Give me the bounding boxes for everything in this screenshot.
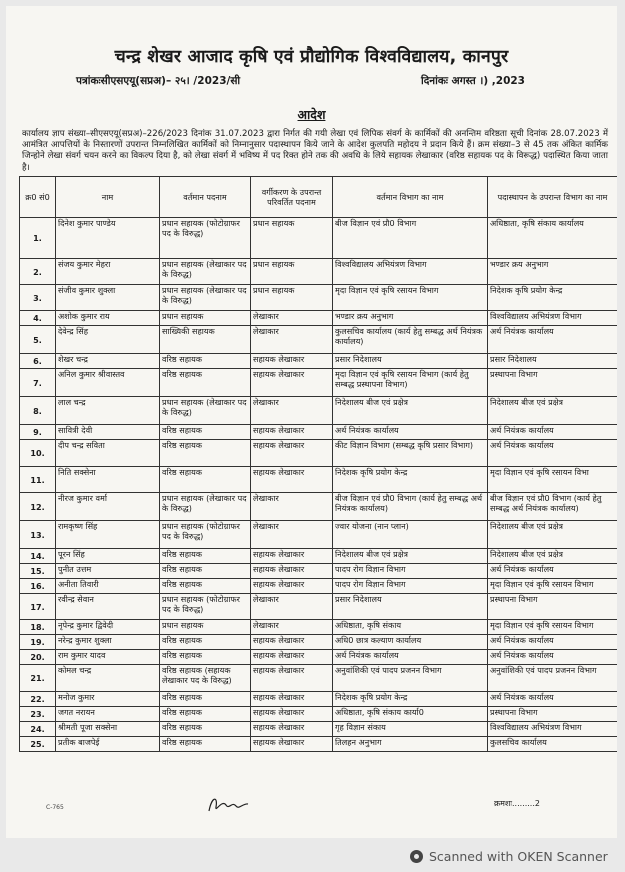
cell-current-department: कीट विज्ञान विभाग (सम्बद्ध कृषि प्रसार विभाग) xyxy=(333,440,488,467)
cell-serial: 19. xyxy=(20,635,56,650)
table-row xyxy=(20,650,618,665)
cell-current-designation: वरिष्ठ सहायक (सहायक लेखाकार पद के विरुद्ध) xyxy=(160,665,251,692)
cell-posted-department: अर्थ नियंत्रक कार्यालय xyxy=(488,635,618,650)
cell-posted-department: अर्थ नियंत्रक कार्यालय xyxy=(488,692,618,707)
cell-serial: 8. xyxy=(20,397,56,425)
table-row xyxy=(20,285,618,311)
cell-current-department: निदेशालय बीज एवं प्रक्षेत्र xyxy=(333,549,488,564)
cell-current-designation: वरिष्ठ सहायक xyxy=(160,549,251,564)
cell-current-designation: वरिष्ठ सहायक xyxy=(160,354,251,369)
cell-changed-designation: सहायक लेखाकार xyxy=(251,467,333,493)
cell-changed-designation: लेखाकार xyxy=(251,620,333,635)
cell-serial: 3. xyxy=(20,285,56,311)
cell-posted-department: प्रस्थापना विभाग xyxy=(488,594,618,620)
table-header-row xyxy=(20,177,618,218)
cell-serial: 2. xyxy=(20,259,56,285)
cell-current-designation: साख्यिकी सहायक xyxy=(160,326,251,354)
cell-current-department: अर्थ नियंत्रक कार्यालय xyxy=(333,650,488,665)
cell-serial: 11. xyxy=(20,467,56,493)
cell-changed-designation: प्रधान सहायक xyxy=(251,218,333,259)
cell-name: अनीता तिवारी xyxy=(56,579,160,594)
staff-posting-table xyxy=(19,176,617,752)
cell-current-designation: प्रधान सहायक (लेखाकार पद के विरुद्ध) xyxy=(160,493,251,521)
cell-name: श्रीमती पूजा सक्सेना xyxy=(56,722,160,737)
cell-serial: 5. xyxy=(20,326,56,354)
scanner-logo-icon xyxy=(410,850,423,863)
cell-name: राम कुमार यादव xyxy=(56,650,160,665)
signature-mark xyxy=(206,791,252,819)
cell-name: नृपेन्द्र कुमार द्विवेदी xyxy=(56,620,160,635)
cell-current-department: प्रसार निदेशालय xyxy=(333,594,488,620)
cell-posted-department: मृदा विज्ञान एवं कृषि रसायन विभाग xyxy=(488,620,618,635)
table-row xyxy=(20,579,618,594)
table-row xyxy=(20,493,618,521)
cell-name: संजय कुमार मेहरा xyxy=(56,259,160,285)
cell-current-designation: प्रधान सहायक xyxy=(160,311,251,326)
cell-current-designation: प्रधान सहायक xyxy=(160,620,251,635)
table-row xyxy=(20,326,618,354)
cell-name: संजीव कुमार शुक्ला xyxy=(56,285,160,311)
cell-name: अनिल कुमार श्रीवास्तव xyxy=(56,369,160,397)
table-row xyxy=(20,692,618,707)
cell-name: दिनेश कुमार पाण्डेय xyxy=(56,218,160,259)
cell-name: निति सक्सेना xyxy=(56,467,160,493)
cell-current-department: ज्वार योजना (नान प्लान) xyxy=(333,521,488,549)
cell-current-department: पादप रोग विज्ञान विभाग xyxy=(333,564,488,579)
cell-name: रामकृष्ण सिंह xyxy=(56,521,160,549)
document-header xyxy=(6,44,617,122)
cell-changed-designation: सहायक लेखाकार xyxy=(251,549,333,564)
cell-current-department: निदेशक कृषि प्रयोग केन्द्र xyxy=(333,467,488,493)
cell-changed-designation: लेखाकार xyxy=(251,521,333,549)
cell-posted-department: विश्वविद्यालय अभियंत्रण विभाग xyxy=(488,311,618,326)
order-body-text: कार्यालय ज्ञाप संख्या–सीएसएयू(सप्रअ)–226/2023 दिनांक 31.07.2023 द्वारा निर्गत की गयी लेखा एवं लिपिक संवर्ग के कार्मिकों की अनन्तिम वरिष्ठता सूची दिनांक 28.07.2023 में आमंत्रित आपत्तियों के निस्तारणों उपरान्त निम्नलिखित कार्मिकों को निम्नानुसार पदास्थापन किये जाने के आदेश कुलपति महोदय ने प्रदान किये हैं। क्रम संख्या–3 से 45 तक अंकित कार्मिक जिन्होने लेखा संवर्ग चयन करने का विकल्प दिया है, को लेखा संवर्ग में भविष्य में पद रिक्त होने तक की अवधि के लिये सहायक लेखाकार (वरिष्ठ सहायक पद के विरूद्ध) पदास्थित किया जाता है। xyxy=(22,129,608,173)
cell-posted-department: अधिष्ठाता, कृषि संकाय कार्यालय xyxy=(488,218,618,259)
cell-changed-designation: सहायक लेखाकार xyxy=(251,354,333,369)
table-row xyxy=(20,369,618,397)
cell-current-designation: वरिष्ठ सहायक xyxy=(160,650,251,665)
cell-serial: 17. xyxy=(20,594,56,620)
cell-changed-designation: सहायक लेखाकार xyxy=(251,650,333,665)
cell-posted-department: अर्थ नियंत्रक कार्यालय xyxy=(488,440,618,467)
table-row xyxy=(20,620,618,635)
cell-serial: 7. xyxy=(20,369,56,397)
cell-posted-department: मृदा विज्ञान एवं कृषि रसायन विभा xyxy=(488,467,618,493)
order-title: आदेश xyxy=(297,107,326,122)
university-name: चन्द्र शेखर आजाद कृषि एवं प्रौद्योगिक विश्वविद्यालय, कानपुर xyxy=(114,47,509,67)
cell-current-department: अधिष्ठाता, कृषि संकाय कार्या0 xyxy=(333,707,488,722)
col-header-changed-designation: वर्गीकरण के उपरान्त परिवर्तित पदनाम xyxy=(251,177,333,218)
cell-serial: 24. xyxy=(20,722,56,737)
cell-changed-designation: लेखाकार xyxy=(251,594,333,620)
col-header-name: नाम xyxy=(56,177,160,218)
cell-serial: 23. xyxy=(20,707,56,722)
cell-current-department: पादप रोग विज्ञान विभाग xyxy=(333,579,488,594)
cell-changed-designation: लेखाकार xyxy=(251,311,333,326)
cell-posted-department: अर्थ नियंत्रक कार्यालय xyxy=(488,564,618,579)
table-row xyxy=(20,521,618,549)
cell-name: मनोज कुमार xyxy=(56,692,160,707)
table-row xyxy=(20,425,618,440)
cell-current-department: निदेशक कृषि प्रयोग केन्द्र xyxy=(333,692,488,707)
table-row xyxy=(20,737,618,752)
cell-changed-designation: प्रधान सहायक xyxy=(251,285,333,311)
cell-serial: 1. xyxy=(20,218,56,259)
cell-changed-designation: सहायक लेखाकार xyxy=(251,425,333,440)
cell-serial: 9. xyxy=(20,425,56,440)
footer-code: C-765 xyxy=(46,804,64,811)
cell-posted-department: निदेशालय बीज एवं प्रक्षेत्र xyxy=(488,521,618,549)
cell-current-department: कुलसचिव कार्यालय (कार्य हेतु सम्बद्ध अर्थ नियंत्रक कार्यालय) xyxy=(333,326,488,354)
cell-serial: 4. xyxy=(20,311,56,326)
cell-current-department: भण्डार क्रय अनुभाग xyxy=(333,311,488,326)
cell-changed-designation: सहायक लेखाकार xyxy=(251,737,333,752)
cell-name: पुनीत उत्तम xyxy=(56,564,160,579)
cell-serial: 21. xyxy=(20,665,56,692)
cell-name: लाल चन्द्र xyxy=(56,397,160,425)
cell-changed-designation: सहायक लेखाकार xyxy=(251,369,333,397)
cell-changed-designation: लेखाकार xyxy=(251,397,333,425)
cell-posted-department: कुलसचिव कार्यालय xyxy=(488,737,618,752)
cell-name: दीप चन्द्र सविता xyxy=(56,440,160,467)
cell-posted-department: अर्थ नियंत्रक कार्यालय xyxy=(488,326,618,354)
cell-current-designation: प्रधान सहायक (फोटोग्राफर पद के विरुद्ध) xyxy=(160,218,251,259)
cell-name: प्रतीक बाजपेई xyxy=(56,737,160,752)
cell-posted-department: निदेशालय बीज एवं प्रक्षेत्र xyxy=(488,549,618,564)
cell-current-department: अनुवांशिकी एवं पादप प्रजनन विभाग xyxy=(333,665,488,692)
col-header-serial: क्र0 सं0 xyxy=(20,177,56,218)
table-row xyxy=(20,594,618,620)
cell-posted-department: विश्वविद्यालय अभियंत्रण विभाग xyxy=(488,722,618,737)
cell-current-department: मृदा विज्ञान एवं कृषि रसायन विभाग xyxy=(333,285,488,311)
col-header-current-designation: वर्तमान पदनाम xyxy=(160,177,251,218)
cell-serial: 6. xyxy=(20,354,56,369)
cell-current-designation: वरिष्ठ सहायक xyxy=(160,635,251,650)
cell-changed-designation: सहायक लेखाकार xyxy=(251,579,333,594)
cell-posted-department: निदेशालय बीज एवं प्रक्षेत्र xyxy=(488,397,618,425)
cell-current-department: गृह विज्ञान संकाय xyxy=(333,722,488,737)
cell-current-department: अर्थ नियंत्रक कार्यालय xyxy=(333,425,488,440)
scanner-text: Scanned with OKEN Scanner xyxy=(429,849,608,864)
cell-posted-department: मृदा विज्ञान एवं कृषि रसायन विभाग xyxy=(488,579,618,594)
cell-current-designation: वरिष्ठ सहायक xyxy=(160,707,251,722)
cell-posted-department: अर्थ नियंत्रक कार्यालय xyxy=(488,650,618,665)
cell-serial: 14. xyxy=(20,549,56,564)
cell-name: सावित्री देवी xyxy=(56,425,160,440)
cell-current-designation: प्रधान सहायक (लेखाकार पद के विरुद्ध) xyxy=(160,259,251,285)
cell-serial: 15. xyxy=(20,564,56,579)
cell-name: शेखर चन्द्र xyxy=(56,354,160,369)
cell-current-designation: वरिष्ठ सहायक xyxy=(160,440,251,467)
cell-current-designation: प्रधान सहायक (लेखाकार पद के विरुद्ध) xyxy=(160,397,251,425)
table-row xyxy=(20,635,618,650)
table-row xyxy=(20,665,618,692)
cell-serial: 18. xyxy=(20,620,56,635)
cell-current-designation: वरिष्ठ सहायक xyxy=(160,425,251,440)
cell-current-designation: प्रधान सहायक (फोटोग्राफर पद के विरुद्ध) xyxy=(160,594,251,620)
cell-posted-department: प्रस्थापना विभाग xyxy=(488,707,618,722)
cell-changed-designation: सहायक लेखाकार xyxy=(251,692,333,707)
cell-current-designation: प्रधान सहायक (फोटोग्राफर पद के विरुद्ध) xyxy=(160,521,251,549)
cell-changed-designation: सहायक लेखाकार xyxy=(251,665,333,692)
table-row xyxy=(20,259,618,285)
table-row xyxy=(20,549,618,564)
col-header-posted-department: पदास्थापन के उपरान्त विभाग का नाम xyxy=(488,177,618,218)
table-row xyxy=(20,397,618,425)
cell-name: जगत नरायन xyxy=(56,707,160,722)
table-row xyxy=(20,722,618,737)
cell-current-department: मृदा विज्ञान एवं कृषि रसायन विभाग (कार्य हेतु सम्बद्ध प्रस्थापना विभाग) xyxy=(333,369,488,397)
cell-posted-department: अनुवांशिकी एवं पादप प्रजनन विभाग xyxy=(488,665,618,692)
cell-posted-department: भण्डार क्रय अनुभाग xyxy=(488,259,618,285)
cell-serial: 13. xyxy=(20,521,56,549)
cell-changed-designation: सहायक लेखाकार xyxy=(251,440,333,467)
order-date: दिनांकः अगस्त ।) ,2023 xyxy=(421,75,525,87)
cell-current-department: अधिष्ठाता, कृषि संकाय xyxy=(333,620,488,635)
cell-name: कोमल चन्द्र xyxy=(56,665,160,692)
table-row xyxy=(20,354,618,369)
reference-number: पत्रांकःसीएसएयू(सप्रअ)– २५। /2023/सी xyxy=(76,75,241,87)
cell-name: देवेन्द्र सिंह xyxy=(56,326,160,354)
cell-current-department: बीज विज्ञान एवं प्रौ0 विभाग xyxy=(333,218,488,259)
cell-name: नरेन्द्र कुमार शुक्ला xyxy=(56,635,160,650)
cell-current-designation: वरिष्ठ सहायक xyxy=(160,564,251,579)
cell-current-designation: वरिष्ठ सहायक xyxy=(160,467,251,493)
cell-current-designation: वरिष्ठ सहायक xyxy=(160,692,251,707)
cell-changed-designation: लेखाकार xyxy=(251,326,333,354)
table-body xyxy=(20,218,618,752)
cell-changed-designation: लेखाकार xyxy=(251,493,333,521)
cell-changed-designation: सहायक लेखाकार xyxy=(251,635,333,650)
table-row xyxy=(20,218,618,259)
cell-current-designation: वरिष्ठ सहायक xyxy=(160,722,251,737)
cell-current-designation: वरिष्ठ सहायक xyxy=(160,369,251,397)
cell-posted-department: निदेशक कृषि प्रयोग केन्द्र xyxy=(488,285,618,311)
table-row xyxy=(20,311,618,326)
cell-posted-department: प्रसार निदेशालय xyxy=(488,354,618,369)
cell-current-department: तिलहन अनुभाग xyxy=(333,737,488,752)
cell-changed-designation: सहायक लेखाकार xyxy=(251,564,333,579)
cell-serial: 16. xyxy=(20,579,56,594)
cell-changed-designation: सहायक लेखाकार xyxy=(251,707,333,722)
cell-serial: 25. xyxy=(20,737,56,752)
scanner-watermark xyxy=(410,849,608,864)
cell-changed-designation: प्रधान सहायक xyxy=(251,259,333,285)
col-header-current-department: वर्तमान विभाग का नाम xyxy=(333,177,488,218)
cell-name: अशोक कुमार राय xyxy=(56,311,160,326)
cell-posted-department: अर्थ नियंत्रक कार्यालय xyxy=(488,425,618,440)
cell-serial: 12. xyxy=(20,493,56,521)
continued-label: क्रमशः.........2 xyxy=(494,799,540,808)
cell-changed-designation: सहायक लेखाकार xyxy=(251,722,333,737)
cell-posted-department: प्रस्थापना विभाग xyxy=(488,369,618,397)
cell-serial: 20. xyxy=(20,650,56,665)
cell-current-department: प्रसार निदेशालय xyxy=(333,354,488,369)
cell-posted-department: बीज विज्ञान एवं प्रौ0 विभाग (कार्य हेतु सम्बद्ध अर्थ नियंत्रक कार्यालय) xyxy=(488,493,618,521)
cell-current-department: विश्वविद्यालय अभियंत्रण विभाग xyxy=(333,259,488,285)
table-row xyxy=(20,707,618,722)
cell-current-designation: वरिष्ठ सहायक xyxy=(160,737,251,752)
cell-current-designation: प्रधान सहायक (लेखाकार पद के विरुद्ध) xyxy=(160,285,251,311)
cell-serial: 22. xyxy=(20,692,56,707)
cell-name: रवीन्द्र सेवान xyxy=(56,594,160,620)
cell-current-department: अधि0 छात्र कल्याण कार्यालय xyxy=(333,635,488,650)
table-row xyxy=(20,440,618,467)
cell-name: नीरज कुमार वर्मा xyxy=(56,493,160,521)
cell-current-department: निदेशालय बीज एवं प्रक्षेत्र xyxy=(333,397,488,425)
cell-current-department: बीज विज्ञान एवं प्रौ0 विभाग (कार्य हेतु सम्बद्ध अर्थ नियंत्रक कार्यालय) xyxy=(333,493,488,521)
table-row xyxy=(20,564,618,579)
document-page xyxy=(6,6,617,838)
cell-name: पूरन सिंह xyxy=(56,549,160,564)
table-row xyxy=(20,467,618,493)
cell-serial: 10. xyxy=(20,440,56,467)
cell-current-designation: वरिष्ठ सहायक xyxy=(160,579,251,594)
